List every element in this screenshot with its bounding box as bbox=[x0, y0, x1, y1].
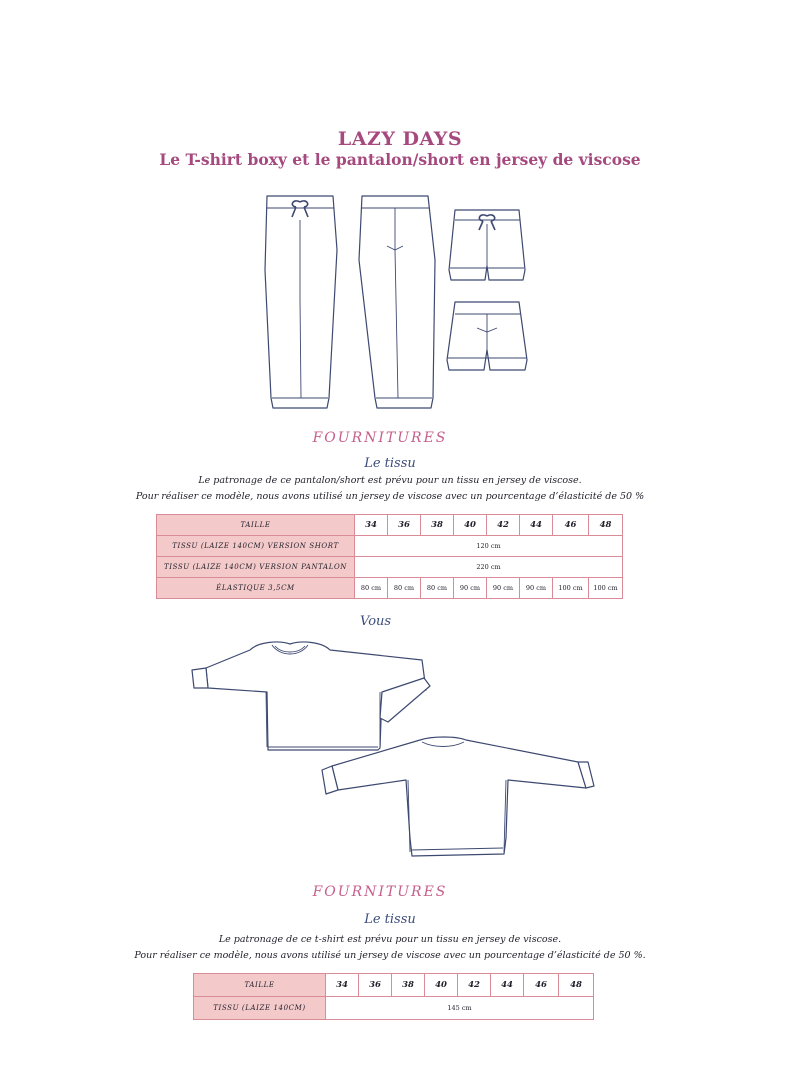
tshirt-size-table bbox=[193, 973, 594, 1020]
size-header-label: TAILLE bbox=[194, 974, 326, 997]
row-value: 145 cm bbox=[326, 997, 594, 1020]
elastic-value: 90 cm bbox=[487, 578, 520, 599]
row-value: 120 cm bbox=[355, 536, 623, 557]
pants-back-drawing bbox=[359, 196, 435, 408]
size-cell: 34 bbox=[326, 974, 359, 997]
page-subtitle: Le T-shirt boxy et le pantalon/short en jersey de viscose bbox=[159, 150, 641, 169]
table-row bbox=[194, 997, 594, 1020]
size-cell: 38 bbox=[421, 515, 454, 536]
pants-fabric-line-2: Pour réaliser ce modèle, nous avons utilisé un jersey de viscose avec un pourcentage d’élasticité de 50 % bbox=[135, 491, 645, 502]
size-cell: 44 bbox=[491, 974, 524, 997]
size-cell: 36 bbox=[388, 515, 421, 536]
elastic-value: 80 cm bbox=[355, 578, 388, 599]
shorts-back-drawing bbox=[447, 302, 527, 370]
size-cell: 34 bbox=[355, 515, 388, 536]
shorts-front-drawing bbox=[449, 210, 525, 280]
tshirt-fabric-line-2: Pour réaliser ce modèle, nous avons utilisé un jersey de viscose avec un pourcentage d’élasticité de 50 %. bbox=[134, 950, 646, 961]
size-cell: 42 bbox=[458, 974, 491, 997]
elastic-value: 100 cm bbox=[589, 578, 623, 599]
size-cell: 36 bbox=[359, 974, 392, 997]
size-cell: 40 bbox=[425, 974, 458, 997]
pants-fabric-subheading: Le tissu bbox=[364, 456, 416, 471]
size-cell: 44 bbox=[520, 515, 553, 536]
size-cell: 48 bbox=[559, 974, 594, 997]
row-value: 220 cm bbox=[355, 557, 623, 578]
size-cell: 40 bbox=[454, 515, 487, 536]
elastic-value: 90 cm bbox=[520, 578, 553, 599]
pants-shorts-illustration bbox=[255, 190, 545, 415]
tshirt-fabric-line-1: Le patronage de ce t-shirt est prévu pour un tissu en jersey de viscose. bbox=[218, 934, 562, 945]
table-row bbox=[157, 515, 623, 536]
table-row bbox=[157, 536, 623, 557]
pants-supplies-heading: FOURNITURES bbox=[312, 430, 448, 446]
pants-front-drawing bbox=[265, 196, 337, 408]
size-cell: 46 bbox=[524, 974, 559, 997]
tshirt-front-drawing bbox=[192, 642, 430, 750]
elastic-value: 90 cm bbox=[454, 578, 487, 599]
row-label: TISSU (LAIZE 140CM) bbox=[194, 997, 326, 1020]
tshirt-fabric-subheading: Le tissu bbox=[364, 912, 416, 927]
elastic-value: 80 cm bbox=[388, 578, 421, 599]
elastic-label: ÉLASTIQUE 3,5CM bbox=[157, 578, 355, 599]
pants-size-table bbox=[156, 514, 623, 599]
table-row bbox=[157, 578, 623, 599]
size-cell: 48 bbox=[589, 515, 623, 536]
tshirt-illustration bbox=[190, 630, 600, 860]
table-row bbox=[194, 974, 594, 997]
pants-fabric-line-1: Le patronage de ce pantalon/short est prévu pour un tissu en jersey de viscose. bbox=[198, 475, 582, 486]
row-label: TISSU (LAIZE 140CM) VERSION PANTALON bbox=[157, 557, 355, 578]
tshirt-back-drawing bbox=[322, 737, 594, 856]
table-row bbox=[157, 557, 623, 578]
size-cell: 42 bbox=[487, 515, 520, 536]
elastic-value: 80 cm bbox=[421, 578, 454, 599]
page-title: LAZY DAYS bbox=[337, 128, 463, 150]
tshirt-supplies-heading: FOURNITURES bbox=[312, 884, 448, 900]
elastic-value: 100 cm bbox=[553, 578, 589, 599]
size-header-label: TAILLE bbox=[157, 515, 355, 536]
row-label: TISSU (LAIZE 140CM) VERSION SHORT bbox=[157, 536, 355, 557]
size-cell: 46 bbox=[553, 515, 589, 536]
size-cell: 38 bbox=[392, 974, 425, 997]
clipped-text: Vous bbox=[360, 614, 392, 629]
